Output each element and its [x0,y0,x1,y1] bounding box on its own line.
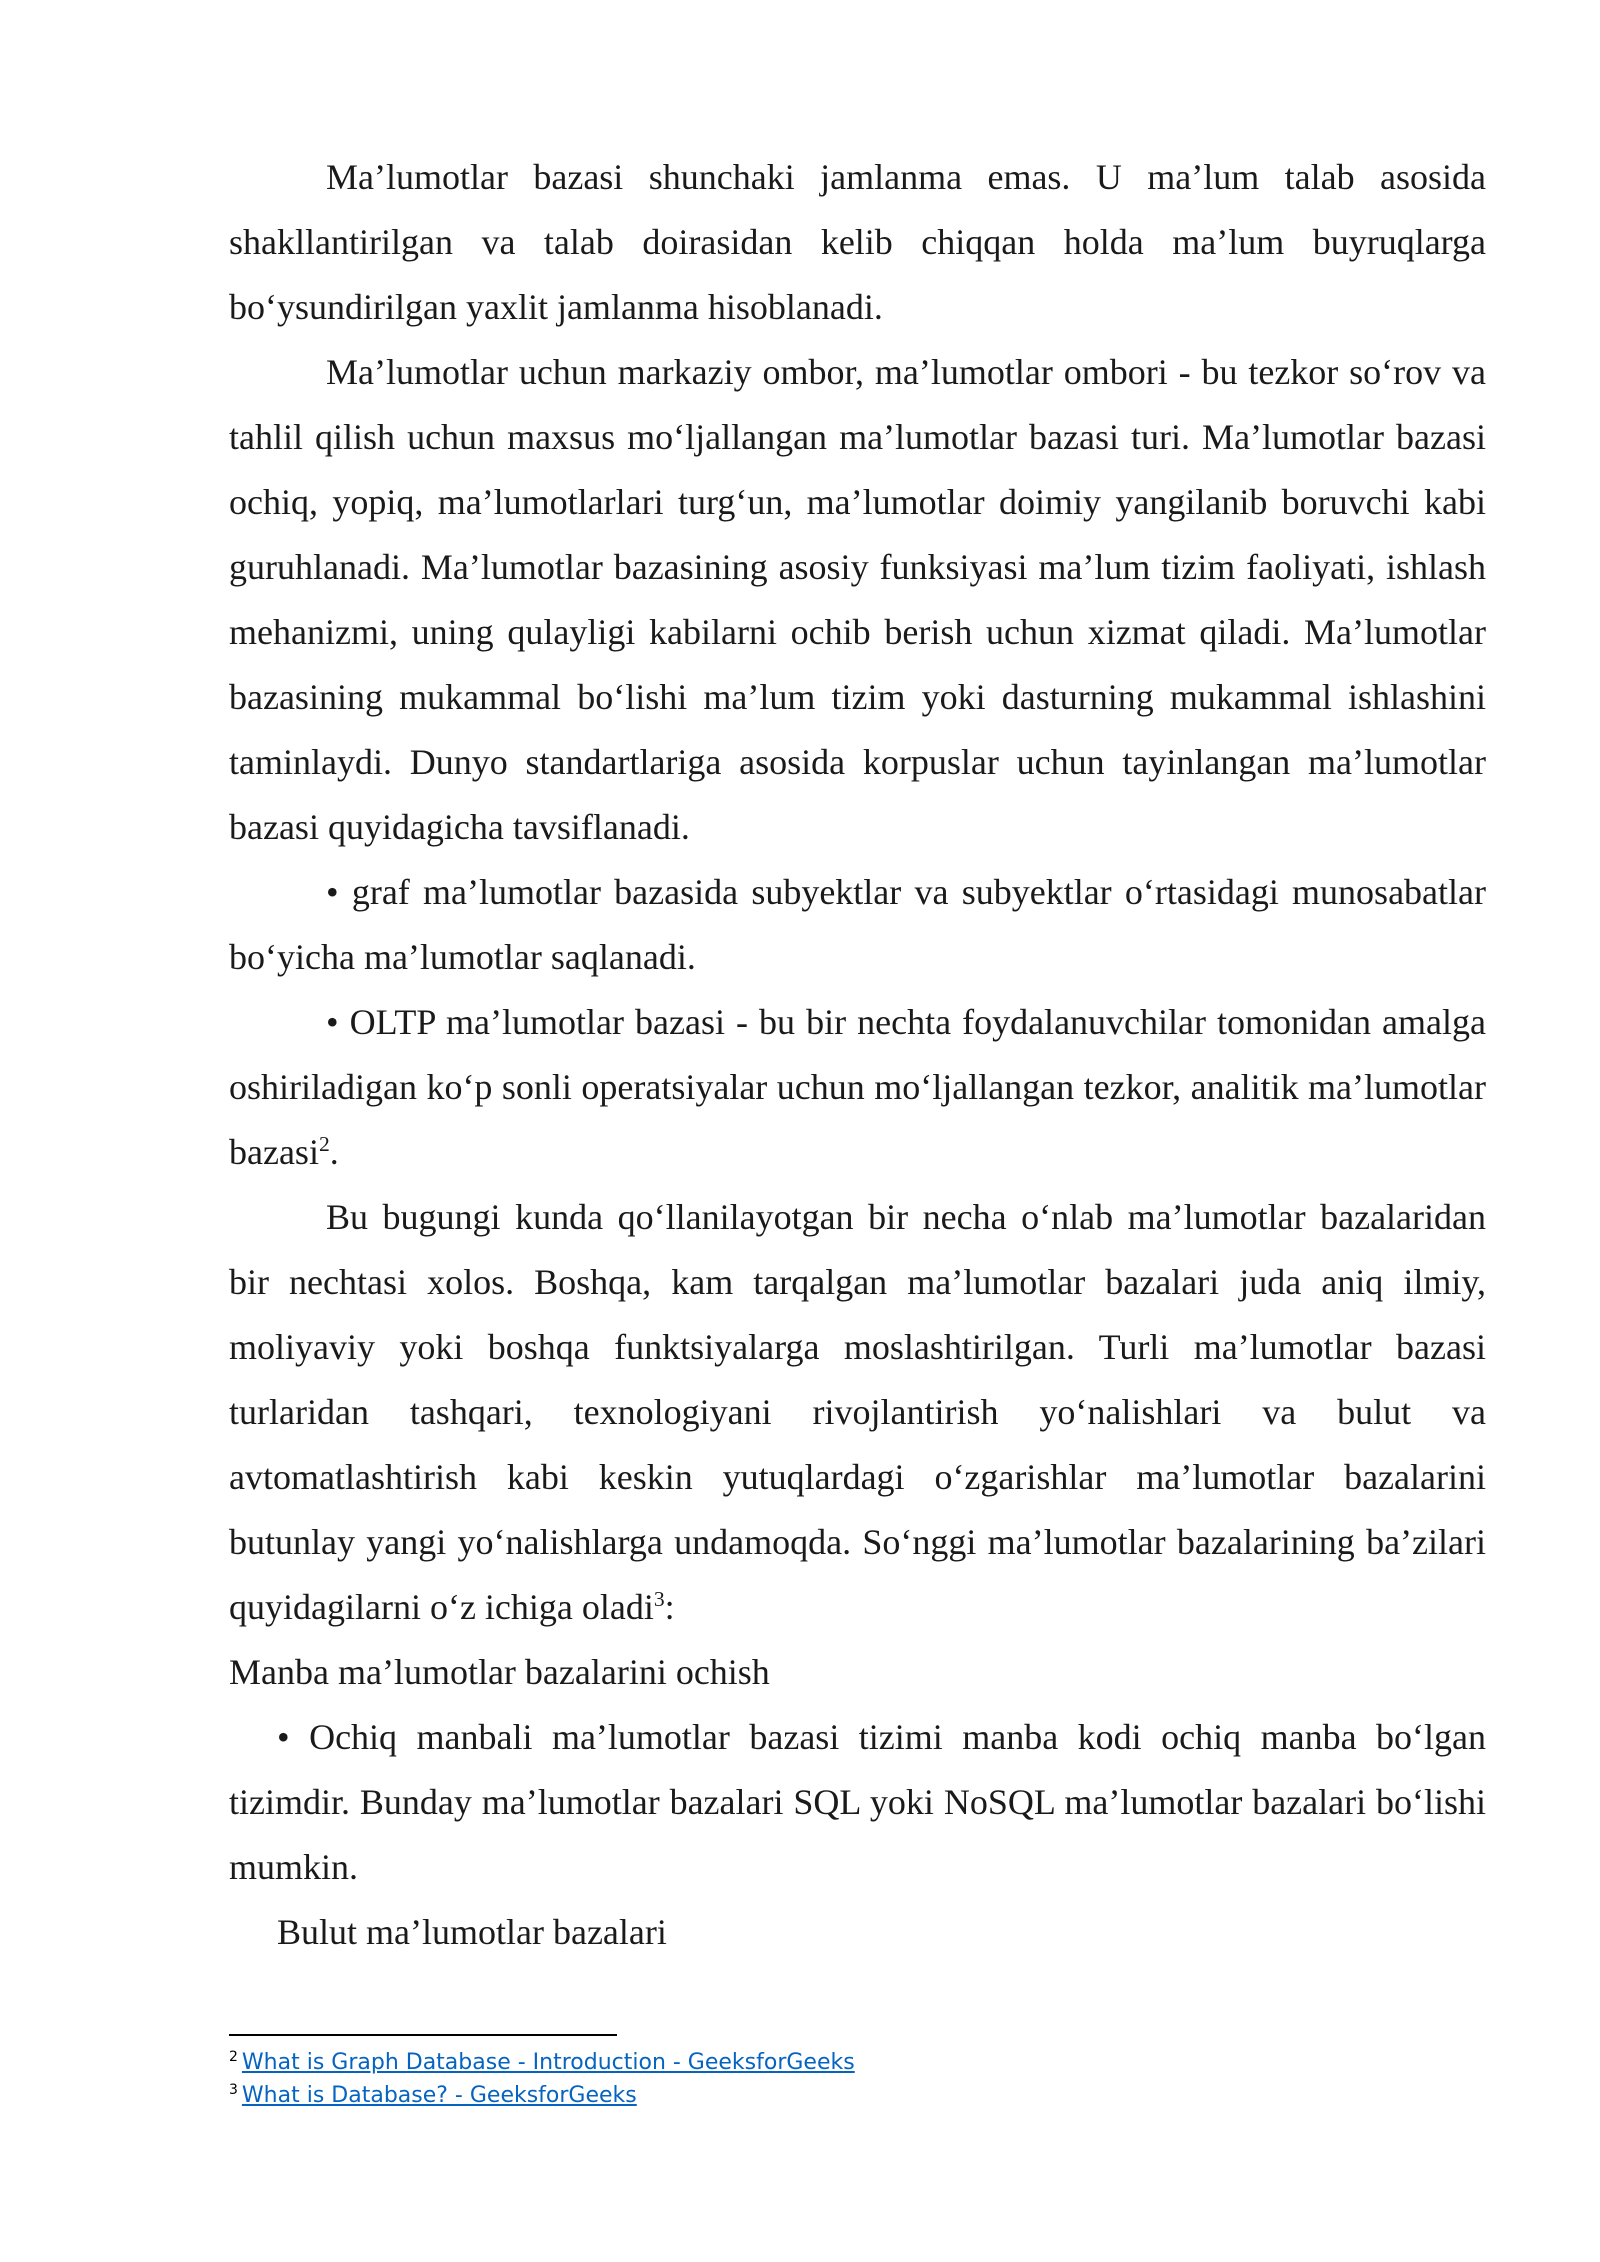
bullet-open-source-database: • Ochiq manbali ma’lumotlar bazasi tizimi manba kodi ochiq manba bo‘lgan tizimdir. Bunday ma’lumotlar bazalari SQL yoki NoSQL ma’lumotlar bazalari bo‘lishi mumkin. [229,1717,1486,1887]
bullet-oltp-database [229,990,1486,1185]
footnote-link-graph-database[interactable]: What is Graph Database - Introduction - GeeksforGeeks [241,2050,855,2075]
heading-open-source: Manba ma’lumotlar bazalarini ochish [229,1652,770,1692]
footnote-link-database[interactable]: What is Database? - GeeksforGeeks [241,2083,637,2108]
footnote-number: 3 [229,2082,238,2098]
bugungi-text: Bu bugungi kunda qo‘llanilayotgan bir necha o‘nlab ma’lumotlar bazalaridan bir nechtasi xolos. Boshqa, kam tarqalgan ma’lumotlar bazalari juda aniq ilmiy, moliyaviy yoki boshqa funktsiyalarga moslashtirilgan. Turli ma’lumotlar bazasi turlaridan tashqari, texnologiyani rivojlantirish yo‘nalishlari va bulut va avtomatlashtirish kabi keskin yutuqlardagi o‘zgarishlar ma’lumotlar bazalarini butunlay yangi yo‘nalishlarga undamoqda. So‘nggi ma’lumotlar bazalarining ba’zilari quyidagilarni o‘z ichiga oladi [229,1197,1486,1627]
footnote-number: 2 [229,2049,238,2065]
paragraph-modern-databases [229,1185,1486,1640]
paragraph-intro: Ma’lumotlar bazasi shunchaki jamlanma emas. U ma’lum talab asosida shakllantirilgan va talab doirasidan kelib chiqqan holda ma’lum buyruqlarga bo‘ysundirilgan yaxlit jamlanma hisoblanadi. [229,157,1486,327]
footnote-ref-3[interactable]: 3 [653,1587,665,1611]
footnote-separator [229,2034,617,2036]
oltp-text: • OLTP ma’lumotlar bazasi - bu bir nechta foydalanuvchilar tomonidan amalga oshiriladigan ko‘p sonli operatsiyalar uchun mo‘ljallangan tezkor, analitik ma’lumotlar bazasi [229,1002,1486,1172]
footnotes [229,2046,855,2112]
paragraph-data-warehouse: Ma’lumotlar uchun markaziy ombor, ma’lumotlar ombori - bu tezkor so‘rov va tahlil qilish uchun maxsus mo‘ljallangan ma’lumotlar bazasi turi. Ma’lumotlar bazasi ochiq, yopiq, ma’lumotlarlari turg‘un, ma’lumotlar doimiy yangilanib boruvchi kabi guruhlanadi. Ma’lumotlar bazasining asosiy funksiyasi ma’lum tizim faoliyati, ishlash mehanizmi, uning qulayligi kabilarni ochib berish uchun xizmat qiladi. Ma’lumotlar bazasining mukammal bo‘lishi ma’lum tizim yoki dasturning mukammal ishlashini taminlaydi. Dunyo standartlariga asosida korpuslar uchun tayinlangan ma’lumotlar bazasi quyidagicha tavsiflanadi. [229,352,1486,847]
footnote-ref-2[interactable]: 2 [318,1132,330,1156]
heading-cloud-databases: Bulut ma’lumotlar bazalari [277,1912,667,1952]
document-body [229,145,1486,1965]
footnote-2 [229,2046,855,2079]
footnote-3 [229,2079,855,2112]
bugungi-tail: : [664,1587,675,1627]
oltp-tail: . [329,1132,339,1172]
bullet-graph-database: • graf ma’lumotlar bazasida subyektlar va subyektlar o‘rtasidagi munosabatlar bo‘yicha ma’lumotlar saqlanadi. [229,872,1486,977]
